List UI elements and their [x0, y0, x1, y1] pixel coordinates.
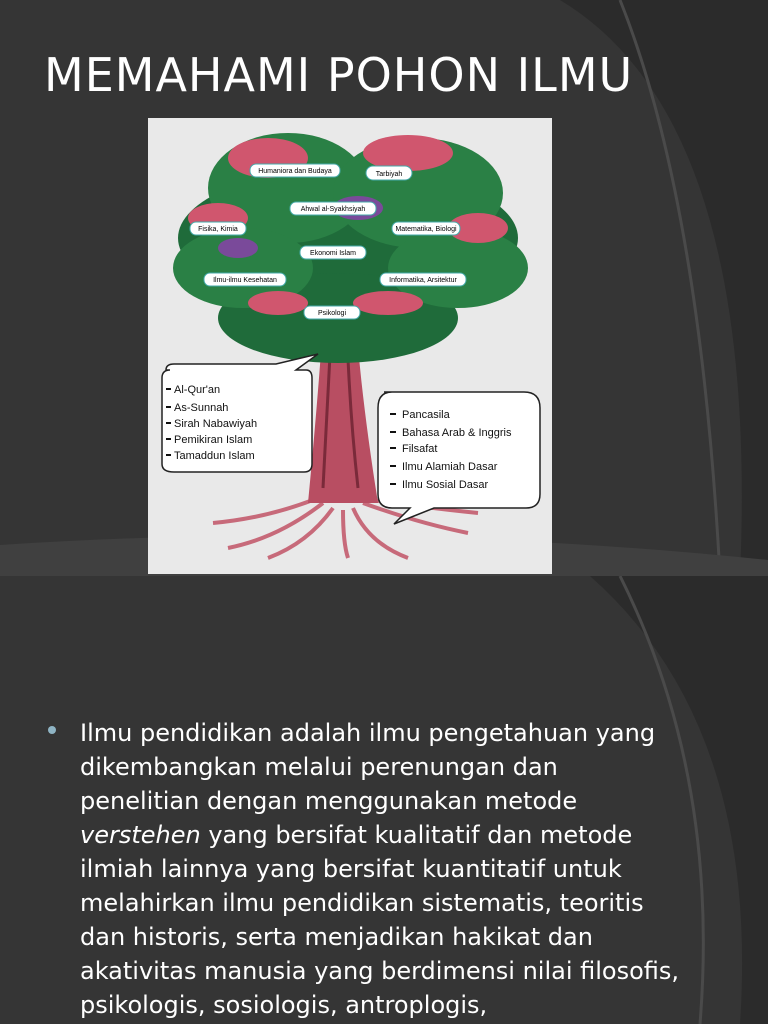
left-bubble-item: As-Sunnah — [174, 402, 229, 414]
branch-label: Ekonomi Islam — [310, 250, 356, 257]
right-bubble-item: Pancasila — [402, 409, 450, 421]
branch-label: Humaniora dan Budaya — [258, 168, 332, 175]
slide-2 — [0, 576, 768, 1024]
branch-label: Fisika, Kimia — [198, 226, 238, 233]
branch-label: Matematika, Biologi — [395, 226, 457, 233]
left-bubble-item: Pemikiran Islam — [174, 434, 253, 446]
right-bubble-item: Ilmu Alamiah Dasar — [402, 461, 498, 473]
right-bubble-item: Bahasa Arab & Inggris — [402, 427, 512, 439]
right-speech-bubble — [378, 392, 540, 524]
right-bubble-item: Filsafat — [402, 443, 438, 455]
left-bubble-item: Sirah Nabawiyah — [174, 418, 258, 430]
italic-term: verstehen — [80, 821, 201, 849]
slide-title: MEMAHAMI POHON ILMU — [44, 48, 634, 102]
left-speech-bubble — [162, 354, 318, 472]
branch-label: Psikologi — [317, 310, 347, 317]
text-segment: Ilmu pendidikan adalah ilmu pengetahuan yang dikembangkan melalui perenungan dan penelitian dengan menggunakan metode — [80, 719, 656, 815]
bullet-item — [44, 716, 684, 1022]
branch-label: Ilmu-ilmu Kesehatan — [213, 277, 277, 284]
left-bubble-item: Al-Qur'an — [174, 384, 221, 396]
bullet-text — [80, 716, 684, 1022]
left-bubble-item: Tamaddun Islam — [174, 450, 255, 462]
right-bubble-item: Ilmu Sosial Dasar — [402, 479, 489, 491]
branch-label: Tarbiyah — [375, 171, 403, 178]
tree-of-knowledge-image — [148, 118, 552, 574]
branch-label: Informatika, Arsitektur — [389, 277, 457, 284]
branch-label: Ahwal al-Syakhsiyah — [300, 206, 366, 213]
bullet-icon — [48, 726, 56, 734]
text-segment: yang bersifat kualitatif dan metode ilmiah lainnya yang bersifat kuantitatif untuk melahirkan ilmu pendidikan sistematis, teoritis dan historis, serta menjadikan hakikat dan akativitas manusia yang berdimensi nilai filosofis, psikologis, sosiologis, antroplogis, — [80, 821, 680, 1019]
